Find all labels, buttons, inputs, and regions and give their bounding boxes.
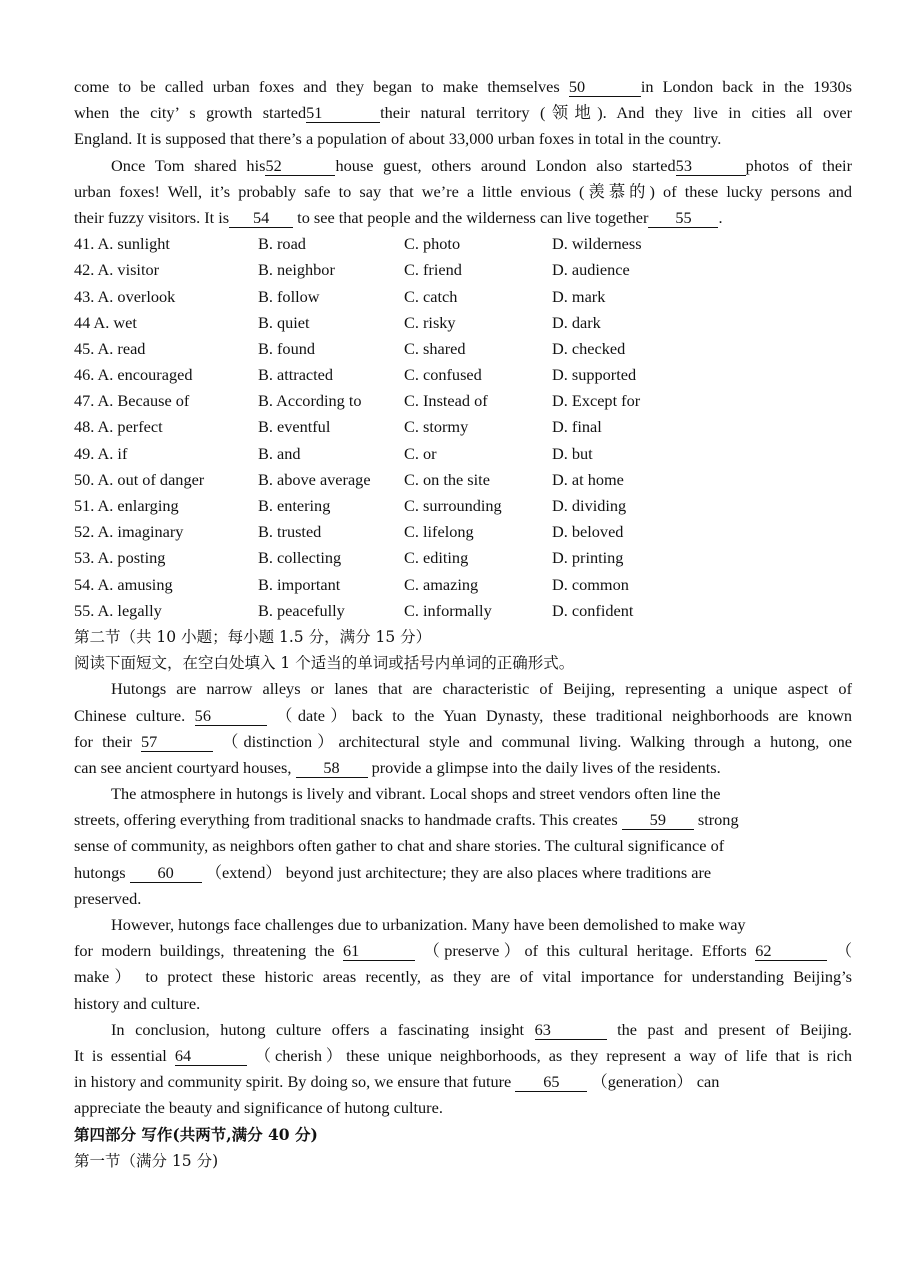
question-number: 48. <box>74 417 95 437</box>
question-option-b: B. quiet <box>258 312 310 332</box>
question-option-d: D. Except for <box>552 391 641 411</box>
option-text: A. imaginary <box>97 522 184 542</box>
question-option-d: D. dividing <box>552 496 627 515</box>
passage-line: make） to protect these historic areas recently, as they are of vital importance for understanding Beijing’s <box>74 967 852 987</box>
question-option-d: D. final <box>552 417 602 437</box>
passage-line: in history and community spirit. By doing so, we ensure that future 65 （generation） can <box>74 1072 720 1092</box>
blank-63: 63 <box>535 1020 607 1040</box>
question-number: 51. <box>74 496 95 515</box>
question-option-c: C. photo <box>404 234 461 254</box>
option-text: A. encouraged <box>97 365 193 385</box>
passage-line: England. It is supposed that there’s a population of about 33,000 urban foxes in total in the country. <box>74 129 722 149</box>
question-option-c: C. Instead of <box>404 391 488 411</box>
option-text: A. enlarging <box>97 496 179 515</box>
question-number: 45. <box>74 338 95 358</box>
passage-line: It is essential 64 （cherish）these unique neighborhoods, as they represent a way of life that is rich <box>74 1045 852 1065</box>
question-number: 42. <box>74 260 95 280</box>
blank-52: 52 <box>265 156 335 176</box>
question-number: 47. <box>74 391 95 411</box>
passage-line: appreciate the beauty and significance of hutong culture. <box>74 1098 443 1118</box>
question-option-b: B. follow <box>258 286 320 306</box>
question-option-d: D. confident <box>552 600 634 620</box>
question-option-a <box>74 310 258 336</box>
part4-heading: 第四部分 写作(共两节,满分 40 分) <box>74 1124 318 1144</box>
passage-line: preserved. <box>74 888 142 908</box>
passage-line: In conclusion, hutong culture offers a fascinating insight 63 the past and present of Beijing. <box>111 1019 852 1039</box>
section-instruction: 阅读下面短文，在空白处填入 1 个适当的单词或括号内单词的正确形式。 <box>74 654 575 673</box>
question-option-c: C. or <box>404 443 437 463</box>
exam-page <box>74 74 852 1174</box>
passage-line: hutongs 60 （extend） beyond just architecture; they are also places where traditions are <box>74 862 712 882</box>
question-option-b: B. and <box>258 443 301 463</box>
option-text: A. amusing <box>97 574 173 594</box>
question-number: 46. <box>74 365 95 385</box>
question-option-a <box>74 388 258 414</box>
question-option-b: B. According to <box>258 391 362 411</box>
question-option-a <box>74 231 258 257</box>
passage-line: for their 57 （distinction）architectural style and communal living. Walking through a hutong, one <box>74 731 852 751</box>
passage-line: when the city’ s growth started51 their natural territory (领地). And they live in cities all over <box>74 103 853 123</box>
question-option-a <box>74 467 258 493</box>
option-text: A. read <box>97 338 146 358</box>
question-option-b: B. found <box>258 338 315 358</box>
option-text: A. visitor <box>97 260 160 280</box>
blank-50: 50 <box>569 77 641 97</box>
option-text: A. Because of <box>97 391 190 411</box>
part4-subheading: 第一节（满分 15 分) <box>74 1151 219 1170</box>
question-option-c: C. confused <box>404 365 482 385</box>
question-number: 52. <box>74 522 95 542</box>
question-option-b: B. peacefully <box>258 600 345 620</box>
question-option-d: D. common <box>552 574 629 594</box>
question-option-c: C. friend <box>404 260 462 280</box>
option-text: A. out of danger <box>97 469 205 489</box>
question-option-b: B. eventful <box>258 417 331 437</box>
question-number: 49. <box>74 443 95 463</box>
question-option-a <box>74 362 258 388</box>
passage-line: their fuzzy visitors. It is 54 to see that people and the wilderness can live together 55 . <box>74 207 723 227</box>
blank-54: 54 <box>229 208 293 228</box>
question-number: 54. <box>74 574 95 594</box>
blank-64: 64 <box>175 1046 247 1066</box>
question-option-d: D. but <box>552 443 593 463</box>
passage-line: urban foxes! Well, it’s probably safe to say that we’re a little envious (羡慕的) of these lucky persons and <box>74 181 852 201</box>
passage-line: sense of community, as neighbors often gather to chat and share stories. The cultural significance of <box>74 836 725 856</box>
question-option-d: D. audience <box>552 260 630 280</box>
question-number: 44 <box>74 312 91 332</box>
question-option-a <box>74 572 258 598</box>
option-text: A. sunlight <box>97 234 170 254</box>
option-text: A. legally <box>97 600 162 620</box>
blank-53: 53 <box>676 156 746 176</box>
question-number: 43. <box>74 286 95 306</box>
question-option-c: C. shared <box>404 338 466 358</box>
passage-line: However, hutongs face challenges due to urbanization. Many have been demolished to make way <box>111 915 746 934</box>
question-option-d: D. printing <box>552 548 624 568</box>
question-number: 53. <box>74 548 95 568</box>
passage-line: The atmosphere in hutongs is lively and vibrant. Local shops and street vendors often line the <box>111 784 721 804</box>
blank-62: 62 <box>755 941 827 961</box>
passage-line: can see ancient courtyard houses, 58 provide a glimpse into the daily lives of the residents. <box>74 757 721 777</box>
options-table <box>74 231 852 624</box>
question-option-c: C. editing <box>404 548 469 568</box>
blank-60: 60 <box>130 863 202 883</box>
passage-line: streets, offering everything from traditional snacks to handmade crafts. This creates 59 strong <box>74 810 739 830</box>
question-option-b: B. trusted <box>258 522 322 542</box>
question-option-d: D. mark <box>552 286 606 306</box>
question-option-b: B. above average <box>258 469 371 489</box>
question-option-c: C. informally <box>404 600 492 620</box>
option-text: A. posting <box>97 548 166 568</box>
blank-51: 51 <box>306 103 380 123</box>
grammar-passage <box>74 676 852 1121</box>
question-option-a <box>74 257 258 283</box>
blank-61: 61 <box>343 941 415 961</box>
question-option-c: C. risky <box>404 312 456 332</box>
question-option-c: C. catch <box>404 286 458 306</box>
question-option-a <box>74 598 258 624</box>
question-option-a <box>74 336 258 362</box>
passage-line: Hutongs are narrow alleys or lanes that are characteristic of Beijing, representing a unique aspect of <box>111 679 852 699</box>
question-option-b: B. attracted <box>258 365 334 385</box>
cloze-passage <box>74 74 852 231</box>
blank-58: 58 <box>296 758 368 778</box>
question-option-a <box>74 441 258 467</box>
question-option-d: D. supported <box>552 365 637 385</box>
question-option-a <box>74 519 258 545</box>
blank-65: 65 <box>515 1072 587 1092</box>
blank-56: 56 <box>195 706 267 726</box>
blank-57: 57 <box>141 732 213 752</box>
blank-59: 59 <box>622 810 694 830</box>
question-option-d: D. wilderness <box>552 234 642 254</box>
blank-55: 55 <box>648 208 718 228</box>
question-option-a <box>74 284 258 310</box>
question-option-a <box>74 414 258 440</box>
passage-line: for modern buildings, threatening the 61 （preserve）of this cultural heritage. Efforts 62 （ <box>74 941 852 961</box>
question-option-b: B. neighbor <box>258 260 335 280</box>
option-text: A. overlook <box>97 286 176 306</box>
passage-line: Chinese culture. 56 （date）back to the Yuan Dynasty, these traditional neighborhoods are known <box>74 705 852 725</box>
question-option-c: C. amazing <box>404 574 479 594</box>
question-option-d: D. at home <box>552 469 624 489</box>
passage-line: history and culture. <box>74 993 201 1013</box>
question-option-c: C. stormy <box>404 417 469 437</box>
option-text: A. perfect <box>97 417 163 437</box>
question-option-c: C. lifelong <box>404 522 474 542</box>
question-number: 41. <box>74 234 95 254</box>
passage-line: come to be called urban foxes and they began to make themselves 50 in London back in the 1930s <box>74 77 852 96</box>
question-option-b: B. collecting <box>258 548 342 568</box>
question-option-c: C. surrounding <box>404 496 502 515</box>
question-number: 55. <box>74 600 95 620</box>
question-option-d: D. beloved <box>552 522 624 542</box>
passage-line: Once Tom shared his52 house guest, others around London also started53 photos of their <box>111 155 853 175</box>
question-option-a <box>74 545 258 571</box>
question-option-b: B. important <box>258 574 341 594</box>
question-option-d: D. checked <box>552 338 626 358</box>
question-option-c: C. on the site <box>404 469 490 489</box>
option-text: A. wet <box>93 312 137 332</box>
question-option-b: B. road <box>258 234 306 254</box>
question-number: 50. <box>74 469 95 489</box>
section-heading: 第二节（共 10 小题；每小题 1.5 分，满分 15 分） <box>74 627 432 646</box>
question-option-d: D. dark <box>552 312 601 332</box>
question-option-b: B. entering <box>258 496 331 515</box>
question-option-a <box>74 493 258 519</box>
option-text: A. if <box>97 443 128 463</box>
